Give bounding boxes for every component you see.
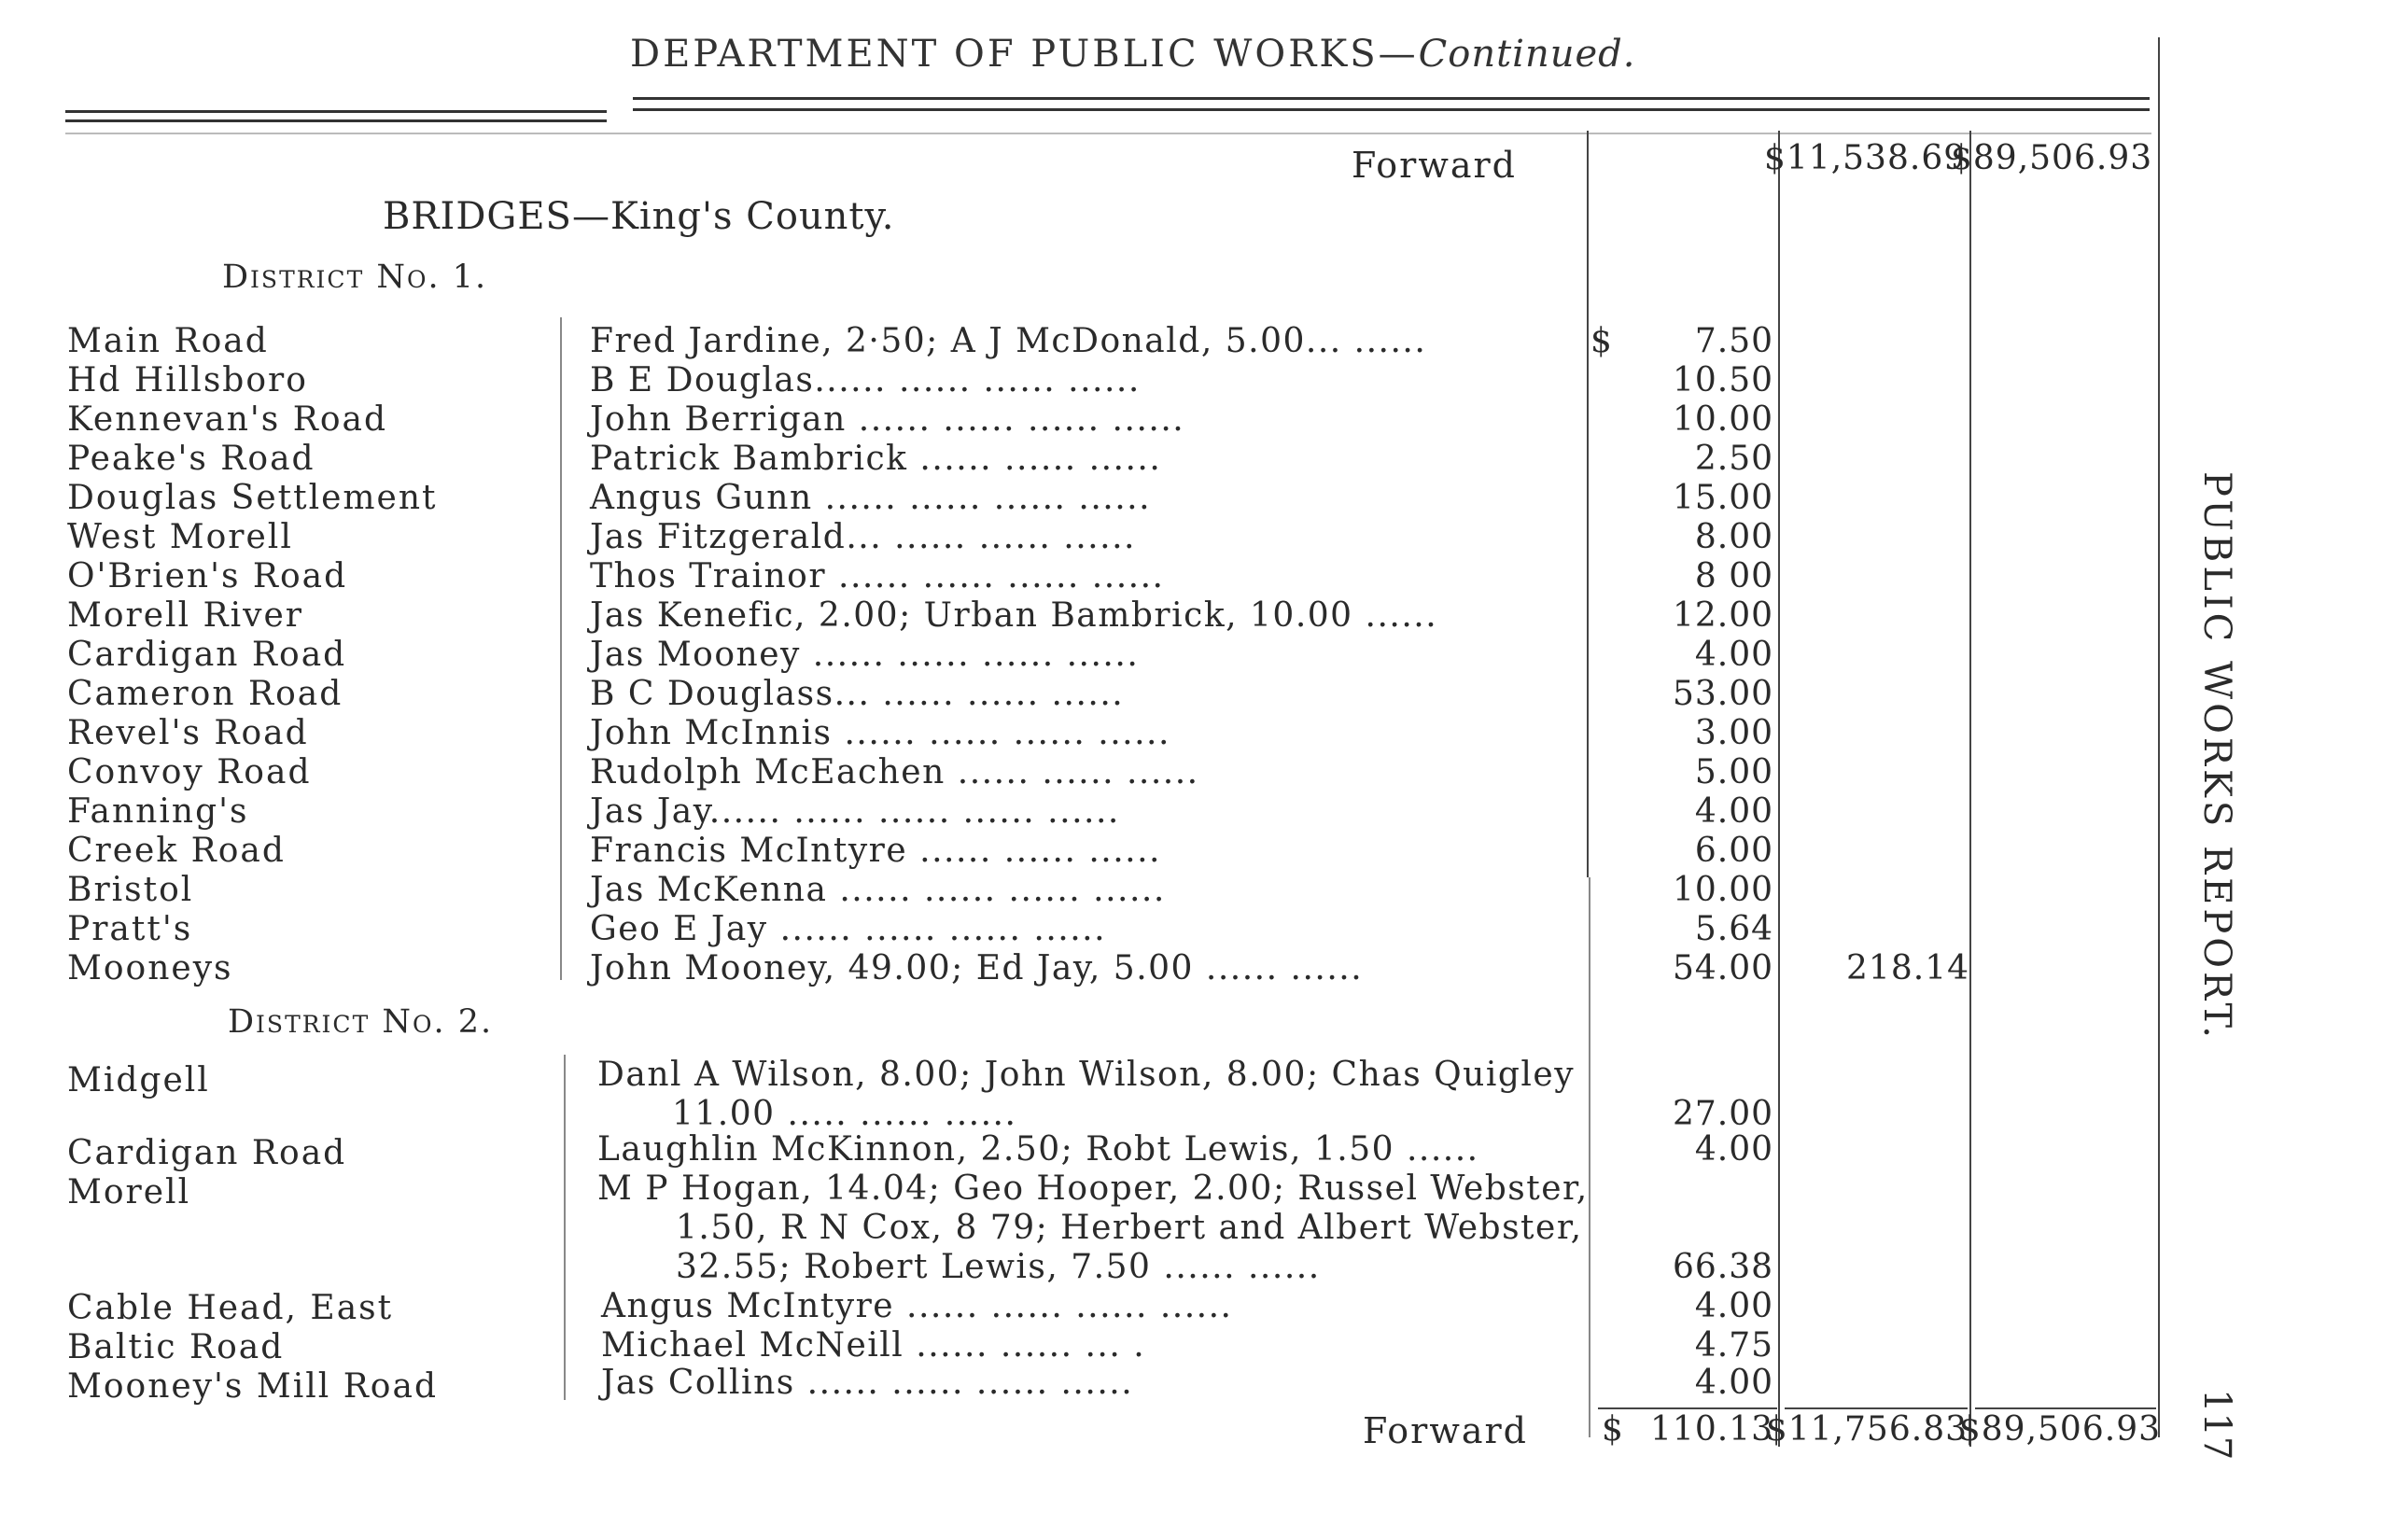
- top-forward-label: Forward: [1352, 145, 1518, 186]
- header-rule-left-bottom: [65, 119, 607, 122]
- district-2-amount: 4.00: [1694, 1287, 1773, 1325]
- bottom-forward-amount-3: $89,506.93: [1958, 1410, 2161, 1449]
- district-1-place: Kennevan's Road: [67, 400, 387, 439]
- column-line-amount-2: [1969, 131, 1971, 1447]
- district-2-payee-line: M P Hogan, 14.04; Geo Hooper, 2.00; Russel Webster,: [597, 1169, 1589, 1208]
- district-1-payee: Fred Jardine, 2·50; A J McDonald, 5.00... ......: [590, 322, 1427, 360]
- district-2-place: Cardigan Road: [67, 1134, 347, 1172]
- district-1-amount: 12.00: [1672, 596, 1773, 635]
- district-2-payee-line: Danl A Wilson, 8.00; John Wilson, 8.00; Chas Quigley: [597, 1056, 1576, 1094]
- district-1-place: Cardigan Road: [67, 636, 347, 674]
- header-rule-left-top: [65, 110, 607, 113]
- district-1-payee: John Berrigan ...... ...... ...... ......: [590, 400, 1185, 439]
- district-2-amount: 27.00: [1672, 1095, 1773, 1133]
- top-forward-amount-3: $89,506.93: [1951, 139, 2153, 177]
- district-1-amount: 4.00: [1694, 636, 1773, 674]
- district-2-amount: 4.00: [1694, 1130, 1773, 1169]
- total-rule-2: [1785, 1407, 1968, 1409]
- district-1-payee: B E Douglas...... ...... ...... ......: [590, 361, 1141, 399]
- district-1-payee: Jas Jay...... ...... ...... ...... ......: [590, 792, 1120, 831]
- district-1-place: Cameron Road: [67, 675, 343, 713]
- header-continued: Continued.: [1418, 33, 1636, 76]
- district-2-place: Midgell: [67, 1061, 210, 1099]
- district-1-dollar-sign: $: [1590, 322, 1612, 360]
- district-1-amount: 10.00: [1672, 871, 1773, 909]
- district-1-payee: Angus Gunn ...... ...... ...... ......: [590, 479, 1152, 517]
- district-1-amount: 2.50: [1694, 440, 1773, 478]
- district-2-title: District No. 2.: [228, 1003, 494, 1041]
- header-rule-right-bottom: [633, 108, 2150, 111]
- district-2-amount: 4.00: [1694, 1364, 1773, 1402]
- district-2-place: Morell: [67, 1173, 191, 1211]
- header-rule-faint: [65, 133, 2151, 134]
- district-1-place: Hd Hillsboro: [67, 361, 308, 399]
- side-running-title: PUBLIC WORKS REPORT.: [2195, 471, 2238, 1042]
- district-2-place: Baltic Road: [67, 1328, 285, 1366]
- district-1-payee: Jas Kenefic, 2.00; Urban Bambrick, 10.00 ......: [590, 596, 1438, 635]
- bottom-forward-amount-1: 110.13: [1650, 1410, 1773, 1449]
- district-1-amount: 10.00: [1672, 400, 1773, 439]
- district-2-payee-line: 11.00 ..... ...... ......: [672, 1095, 1017, 1133]
- district-1-payee: John Mooney, 49.00; Ed Jay, 5.00 ...... ......: [590, 949, 1364, 987]
- top-forward-amount-2: $11,538.69: [1764, 139, 1967, 177]
- total-rule-1: [1598, 1407, 1777, 1409]
- column-line-amount-1: [1778, 131, 1780, 1447]
- district-1-amount: 5.64: [1694, 910, 1773, 948]
- district-1-payee: Patrick Bambrick ...... ...... ......: [590, 440, 1162, 478]
- district-2-payee-line: Laughlin McKinnon, 2.50; Robt Lewis, 1.50 ......: [597, 1130, 1479, 1169]
- district-2-payee-line: 1.50, R N Cox, 8 79; Herbert and Albert Webster,: [676, 1209, 1583, 1247]
- district-1-amount: 54.00: [1672, 949, 1773, 987]
- column-line-place-2: [564, 1055, 566, 1400]
- district-1-place: Fanning's: [67, 792, 249, 831]
- district-1-payee: Jas Mooney ...... ...... ...... ......: [590, 636, 1140, 674]
- district-1-amount: 3.00: [1694, 714, 1773, 752]
- district-1-amount: 6.00: [1694, 832, 1773, 870]
- district-2-payee-line: 32.55; Robert Lewis, 7.50 ...... ......: [676, 1248, 1321, 1286]
- district-1-payee: Jas Fitzgerald... ...... ...... ......: [590, 518, 1136, 556]
- district-1-subtotal: 218.14: [1846, 949, 1969, 987]
- header-rule-right-top: [633, 97, 2150, 100]
- page-number: 117: [2195, 1389, 2238, 1461]
- district-1-amount: 8.00: [1694, 518, 1773, 556]
- header-title: DEPARTMENT OF PUBLIC WORKS—: [630, 33, 1419, 76]
- total-rule-3: [1975, 1407, 2156, 1409]
- district-2-amount: 66.38: [1672, 1248, 1773, 1286]
- district-1-amount: 8 00: [1694, 557, 1773, 595]
- district-2-payee-line: Angus McIntyre ...... ...... ...... ......: [601, 1287, 1233, 1325]
- bottom-forward-dollar: $: [1602, 1410, 1623, 1449]
- district-1-place: Pratt's: [67, 910, 193, 948]
- district-1-payee: Francis McIntyre ...... ...... ......: [590, 832, 1161, 870]
- district-2-payee-line: Michael McNeill ...... ...... ... .: [601, 1326, 1146, 1365]
- district-1-place: Bristol: [67, 871, 194, 909]
- district-1-place: Revel's Road: [67, 714, 309, 752]
- district-2-place: Mooney's Mill Road: [67, 1367, 438, 1406]
- district-1-amount: 53.00: [1672, 675, 1773, 713]
- section-title: BRIDGES—King's County.: [383, 195, 895, 238]
- bottom-forward-amount-2: $11,756.83: [1765, 1410, 1968, 1449]
- district-1-payee: Geo E Jay ...... ...... ...... ......: [590, 910, 1107, 948]
- district-1-place: Douglas Settlement: [67, 479, 438, 517]
- district-1-payee: Rudolph McEachen ...... ...... ......: [590, 753, 1199, 791]
- district-1-place: Peake's Road: [67, 440, 315, 478]
- district-1-title: District No. 1.: [222, 259, 488, 296]
- district-2-payee-line: Jas Collins ...... ...... ...... ......: [601, 1364, 1134, 1402]
- page-right-border: [2158, 37, 2160, 1437]
- district-2-place: Cable Head, East: [67, 1289, 394, 1327]
- district-1-payee: Thos Trainor ...... ...... ...... ......: [590, 557, 1165, 595]
- district-1-amount: 10.50: [1672, 361, 1773, 399]
- district-1-place: West Morell: [67, 518, 293, 556]
- district-1-place: Main Road: [67, 322, 269, 360]
- district-1-place: Morell River: [67, 596, 303, 635]
- district-1-payee: John McInnis ...... ...... ...... ......: [590, 714, 1170, 752]
- bottom-forward-label: Forward: [1363, 1410, 1529, 1451]
- district-2-amount: 4.75: [1694, 1326, 1773, 1365]
- district-1-payee: B C Douglass... ...... ...... ......: [590, 675, 1125, 713]
- district-1-payee: Jas McKenna ...... ...... ...... ......: [590, 871, 1166, 909]
- district-1-amount: 4.00: [1694, 792, 1773, 831]
- district-1-place: Mooneys: [67, 949, 233, 987]
- district-1-amount: 15.00: [1672, 479, 1773, 517]
- column-line-place-1: [560, 317, 562, 980]
- district-1-amount: 5.00: [1694, 753, 1773, 791]
- page-header: [630, 33, 1636, 76]
- district-1-place: Convoy Road: [67, 753, 312, 791]
- district-1-place: Creek Road: [67, 832, 286, 870]
- district-1-place: O'Brien's Road: [67, 557, 348, 595]
- district-1-amount: 7.50: [1694, 322, 1773, 360]
